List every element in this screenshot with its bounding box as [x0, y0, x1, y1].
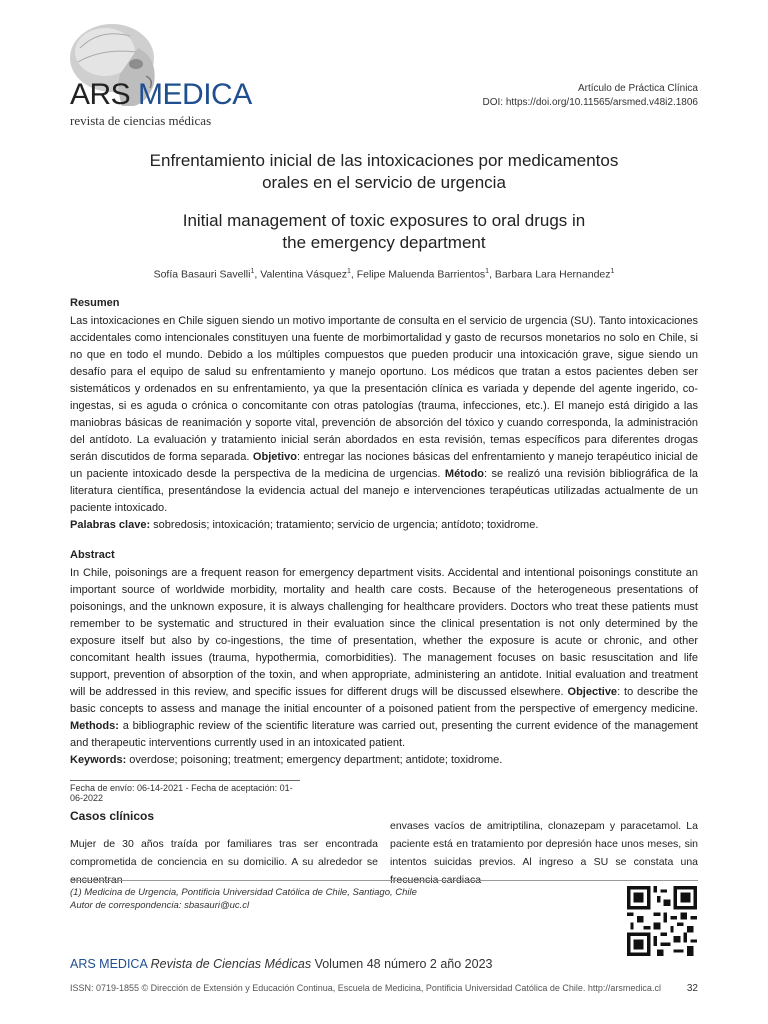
footer-volume: Volumen 48 número 2 año 2023	[314, 957, 493, 971]
footer-issn: ISSN: 0719-1855 © Dirección de Extensión y Educación Continua, Escuela de Medicina, Pontificia Universidad Católica de Chile. http://arsmedica.cl	[70, 983, 661, 993]
author: Sofía Basauri Savelli	[153, 268, 251, 281]
footnote-affiliation: (1) Medicina de Urgencia, Pontificia Universidad Católica de Chile, Santiago, Chile	[70, 887, 417, 898]
doi-link[interactable]: DOI: https://doi.org/10.11565/arsmed.v48i2.1806	[482, 97, 698, 108]
casos-column-right: envases vacíos de amitriptilina, clonazepam y paracetamol. La paciente está en tratamiento por depresión hace unos meses, sin intentos suicidas previos. Al ingreso a SU se constata una frecuencia cardiaca	[390, 820, 698, 886]
palabras-clave-label: Palabras clave:	[70, 519, 151, 531]
page-number: 32	[686, 983, 698, 994]
article-type: Artículo de Práctica Clínica	[577, 83, 698, 94]
abstract-heading: Abstract	[70, 549, 115, 561]
footer-brand: ARS MEDICA	[70, 957, 148, 971]
objective-label: Objective	[567, 686, 618, 698]
author-affiliation: 1	[485, 268, 490, 275]
author-list	[70, 268, 698, 281]
title-spanish	[70, 150, 698, 194]
abstract-text-b: : to describe the basic concepts to assess and manage the initial encounter of a poisoned patient from the perspective of emergency medicine.	[70, 686, 698, 715]
title-es-line-1: Enfrentamiento inicial de las intoxicaciones por medicamentos	[149, 151, 619, 170]
footer-journal-name: Revista de Ciencias Médicas	[150, 957, 312, 971]
author-separator: ,	[489, 268, 495, 281]
qr-code-icon[interactable]	[627, 886, 697, 956]
title-en-line-2: the emergency department	[282, 233, 486, 252]
keywords-text: overdose; poisoning; treatment; emergency department; antidote; toxidrome.	[126, 754, 503, 766]
logo-ars: ARS	[70, 78, 131, 111]
title-en-line-1: Initial management of toxic exposures to oral drugs in	[182, 211, 586, 230]
author: Barbara Lara Hernandez	[494, 268, 611, 281]
resumen-heading: Resumen	[70, 297, 120, 309]
footnote-divider	[70, 880, 698, 881]
resumen-body	[70, 313, 698, 517]
keywords-label: Keywords:	[70, 754, 127, 766]
casos-column-left: Mujer de 30 años traída por familiares tras ser encontrada comprometida de conciencia en su domicilio. A su alrededor se encuentran	[70, 838, 378, 886]
resumen-text-b: : entregar las nociones básicas del enfrentamiento y manejo terapéutico inicial de un paciente intoxicado desde la perspectiva de la medicina de urgencias.	[70, 451, 699, 480]
abstract-body	[70, 565, 698, 752]
keywords	[70, 752, 698, 769]
footnote-correspondence[interactable]: Autor de correspondencia: sbasauri@uc.cl	[70, 900, 250, 911]
abstract-text-a: In Chile, poisonings are a frequent reason for emergency department visits. Accidental and intentional poisonings constitute an important source of worldwide morbidity, mortality and health care costs. Because of the heterogeneous presentations of poisonings, and the unknown exposure, it is always challenging for healthcare providers. Doctors who treat these patients must remember to be systematic and structured in their evaluation since the clinical presentation is not only determined by the exposure itself but also by co-ingestions, the time of presentation, whether the exposure is acute or chronic, and other concomitant health issues (trauma, hypothermia, comorbidities). The management focuses on basic resuscitation and life support, prevention of absorption of the toxin, and when appropriate, administering an antidote. Initial evaluation and treatment will be addressed in this review, and specific issues for different drugs will be discussed elsewhere.	[70, 567, 698, 698]
footer-journal-line	[70, 957, 493, 971]
methods-label: Methods:	[70, 720, 119, 732]
author: Valentina Vásquez	[260, 268, 348, 281]
objetivo-label: Objetivo	[252, 451, 297, 463]
author-separator: ,	[254, 268, 261, 281]
palabras-clave-text: sobredosis; intoxicación; tratamiento; servicio de urgencia; antídoto; toxidrome.	[150, 519, 539, 531]
metodo-label: Método	[444, 468, 485, 480]
palabras-clave	[70, 517, 698, 534]
author-affiliation: 1	[610, 268, 615, 275]
logo-subtitle: revista de ciencias médicas	[70, 113, 212, 128]
resumen-text-c: : se realizó una revisión bibliográfica de la literatura científica, presentándose la evidencia actual del manejo e intervenciones terapéuticas utilizadas actualmente de un paciente intoxicado.	[70, 468, 698, 514]
logo-medica: MEDICA	[138, 78, 252, 111]
author-separator: ,	[350, 268, 357, 281]
article-meta	[482, 82, 698, 110]
author: Felipe Maluenda Barrientos	[356, 268, 486, 281]
resumen-text-a: Las intoxicaciones en Chile siguen siendo un motivo importante de consulta en el servicio de urgencia (SU). Tanto intoxicaciones accidentales como intencionales constituyen una fuente de morbimortalidad y gasto de recursos monetarios no solo en Chile, si no que en todo el mundo. Debido a los múltiples compuestos que pueden producir una intoxicación grave, sigue siendo un desafío para el equipo de salud su enfrentamiento y manejo oportuno. Los médicos que tratan a estos pacientes deben ser sistemáticos y ordenados en su enfrentamiento, ya que la presentación clínica es variada y depende del agente ingerido, co-ingestas, si es aguda o crónica o concomitante con otras patologías (trauma, infecciones, etc.). El manejo está dirigido a las maniobras básicas de reanimación y soporte vital, prevención de absorción del tóxico y cuando corresponda, la administración del antídoto. La evaluación y tratamiento inicial serán abordados en esta revisión, temas específicos para diferentes drogas serán discutidos de forma separada.	[70, 315, 698, 463]
title-english	[70, 210, 698, 254]
abstract-text-c: a bibliographic review of the scientific literature was carried out, presenting the current evidence of the management and therapeutic interventions currently used in an intoxicated patient.	[70, 720, 698, 749]
author-affiliation: 1	[347, 268, 351, 275]
title-es-line-2: orales en el servicio de urgencia	[262, 173, 506, 192]
journal-logo	[70, 80, 252, 110]
casos-heading: Casos clínicos	[70, 809, 155, 823]
author-affiliation: 1	[250, 268, 255, 275]
submission-dates: Fecha de envío: 06-14-2021 - Fecha de aceptación: 01-06-2022	[70, 780, 300, 803]
